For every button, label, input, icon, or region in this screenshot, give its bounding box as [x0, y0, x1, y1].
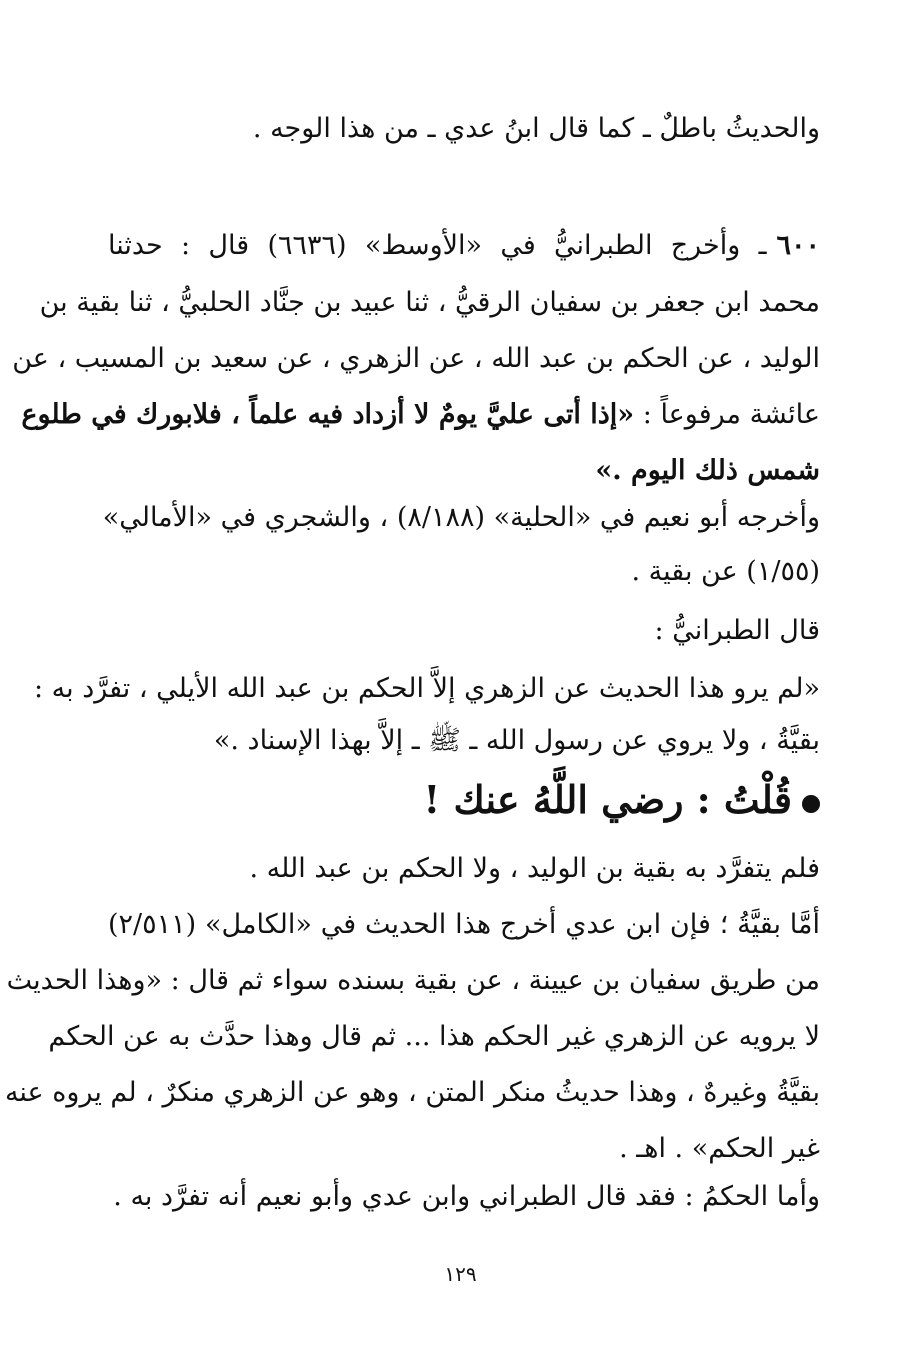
tabarani-label-block	[108, 617, 820, 644]
text-line: «لم يرو هذا الحديث عن الزهري إلاَّ الحكم بن عبد الله الأيلي ، تفرَّد به :	[33, 673, 820, 704]
qultu-heading	[108, 777, 820, 822]
text-line: (١/٥٥) عن بقية .	[631, 556, 820, 587]
paragraph-3	[108, 1183, 820, 1210]
text-line: ٦٠٠ـ وأخرج الطبرانيُّ في «الأوسط» (٦٦٣٦) قال : حدثنا	[108, 230, 820, 261]
paragraph-2	[4, 909, 820, 1164]
hadith-text: شمس ذلك اليوم .»	[595, 455, 820, 486]
text-line: وأخرجه أبو نعيم في «الحلية» (٨/١٨٨) ، والشجري في «الأمالي»	[102, 502, 820, 533]
text-line: بقيَّةُ ، ولا يروي عن رسول الله ـ ﷺ ـ إلاَّ بهذا الإسناد .»	[213, 725, 820, 756]
hadith-text: «إذا أتى عليَّ يومٌ لا أزداد فيه علماً ، فلابورك في طلوع	[21, 399, 635, 430]
text-line: وأما الحكمُ : فقد قال الطبراني وابن عدي وأبو نعيم أنه تفرَّد به .	[113, 1181, 820, 1212]
text-line: من طريق سفيان بن عيينة ، عن بقية بسنده سواء ثم قال : «وهذا الحديث	[6, 965, 820, 996]
text-line: غير الحكم» . اهـ .	[619, 1133, 820, 1164]
text-line: قال الطبرانيُّ :	[654, 615, 820, 646]
text-line: أمَّا بقيَّةُ ؛ فإن ابن عدي أخرج هذا الحديث في «الكامل» (٢/٥١١)	[108, 909, 820, 940]
hadith-block	[12, 230, 820, 486]
page-number: ١٢٩	[444, 1262, 477, 1286]
text-line: فلم يتفرَّد به بقية بن الوليد ، ولا الحكم بن عبد الله .	[249, 853, 820, 884]
text-line: محمد ابن جعفر بن سفيان الرقيُّ ، ثنا عبيد بن جنَّاد الحلبيُّ ، ثنا بقية بن	[39, 287, 820, 318]
tabarani-quote-block	[33, 673, 820, 756]
bullet-icon	[802, 795, 820, 813]
paragraph-1	[108, 855, 820, 882]
text-line: والحديثُ باطلٌ ـ كما قال ابنُ عدي ـ من هذا الوجه .	[252, 113, 820, 144]
takhrij-block	[102, 502, 820, 587]
text-line: الوليد ، عن الحكم بن عبد الله ، عن الزهري ، عن سعيد بن المسيب ، عن	[12, 343, 820, 374]
heading-line: قُلْتُ : رضي اللَّهُ عنك !	[108, 781, 820, 819]
text-line: لا يرويه عن الزهري غير الحكم هذا ... ثم قال وهذا حدَّث به عن الحكم	[48, 1021, 820, 1052]
text-line: عائشة مرفوعاً : «إذا أتى عليَّ يومٌ لا أزداد فيه علماً ، فلابورك في طلوع	[21, 399, 820, 430]
text-line: بقيَّةُ وغيرهٌ ، وهذا حديثُ منكر المتن ، وهو عن الزهري منكرٌ ، لم يروه عنه	[4, 1077, 820, 1108]
hadith-number: ٦٠٠	[776, 230, 820, 261]
top-line-block	[108, 115, 820, 142]
